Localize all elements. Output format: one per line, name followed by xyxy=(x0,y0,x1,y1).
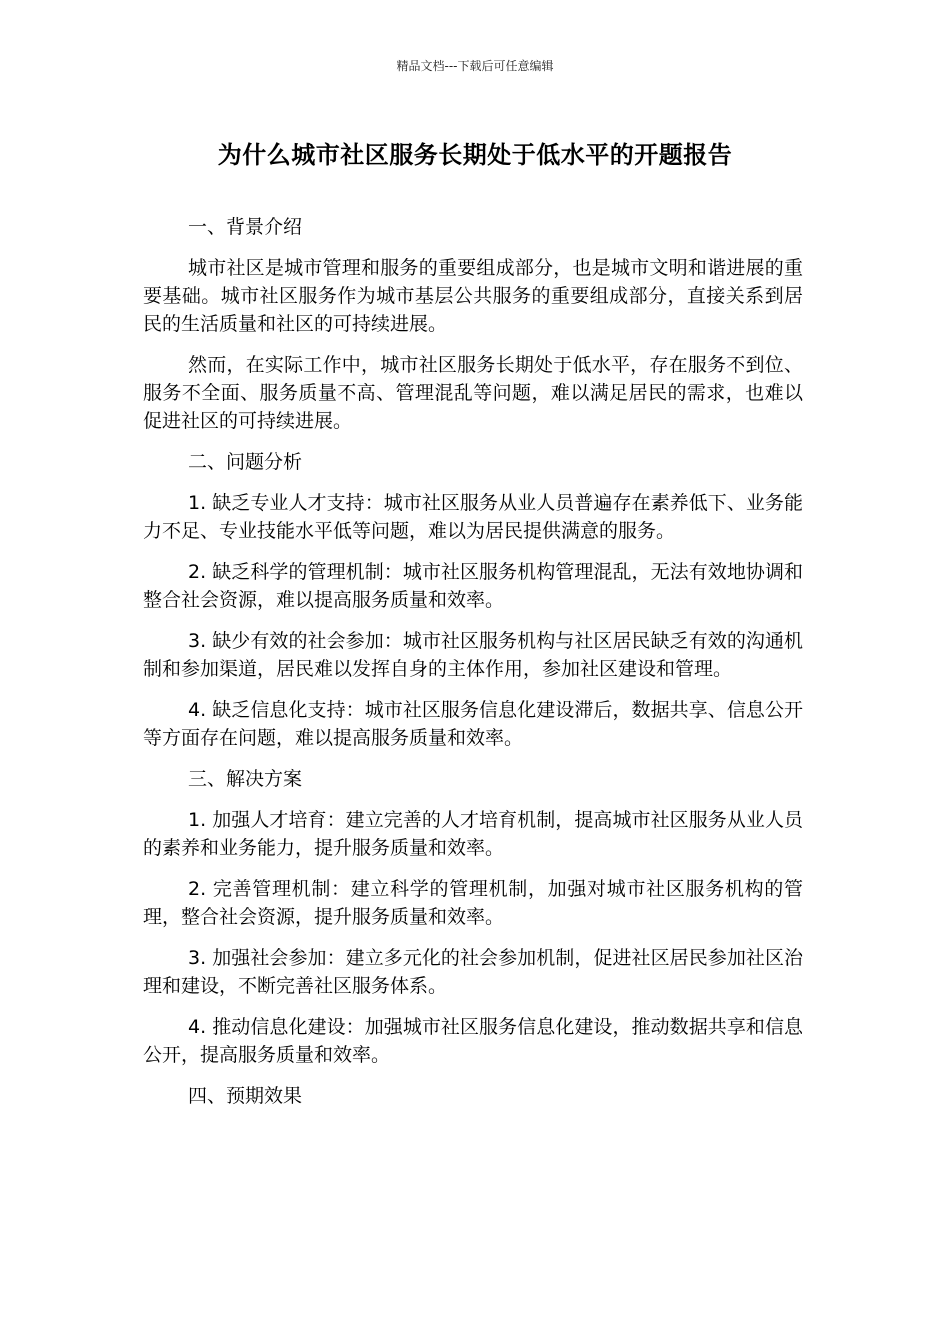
solution-item: 4. 推动信息化建设：加强城市社区服务信息化建设，推动数据共享和信息公开，提高服务质量和效率。 xyxy=(143,1016,803,1066)
section-heading-analysis: 二、问题分析 xyxy=(188,451,303,473)
paragraph-background-1: 城市社区是城市管理和服务的重要组成部分，也是城市文明和谐进展的重要基础。城市社区服务作为城市基层公共服务的重要组成部分，直接关系到居民的生活质量和社区的可持续进展。 xyxy=(143,257,803,335)
solution-item: 3. 加强社会参加：建立多元化的社会参加机制，促进社区居民参加社区治理和建设，不断完善社区服务体系。 xyxy=(143,947,803,997)
header-note: 精品文档---下载后可任意编辑 xyxy=(396,59,554,73)
section-heading-outcomes: 四、预期效果 xyxy=(188,1085,303,1107)
section-heading-background: 一、背景介绍 xyxy=(188,216,303,238)
document-body xyxy=(143,213,803,1123)
section-heading-solutions: 三、解决方案 xyxy=(188,768,303,790)
document-title: 为什么城市社区服务长期处于低水平的开题报告 xyxy=(217,141,733,169)
analysis-item: 2. 缺乏科学的管理机制：城市社区服务机构管理混乱，无法有效地协调和整合社会资源，难以提高服务质量和效率。 xyxy=(143,561,803,611)
paragraph-background-2: 然而，在实际工作中，城市社区服务长期处于低水平，存在服务不到位、服务不全面、服务质量不高、管理混乱等问题，难以满足居民的需求，也难以促进社区的可持续进展。 xyxy=(143,354,803,432)
solution-item: 2. 完善管理机制：建立科学的管理机制，加强对城市社区服务机构的管理，整合社会资源，提升服务质量和效率。 xyxy=(143,878,803,928)
solution-item: 1. 加强人才培育：建立完善的人才培育机制，提高城市社区服务从业人员的素养和业务能力，提升服务质量和效率。 xyxy=(143,809,803,859)
analysis-item: 4. 缺乏信息化支持：城市社区服务信息化建设滞后，数据共享、信息公开等方面存在问题，难以提高服务质量和效率。 xyxy=(143,699,803,749)
analysis-item: 1. 缺乏专业人才支持：城市社区服务从业人员普遍存在素养低下、业务能力不足、专业技能水平低等问题，难以为居民提供满意的服务。 xyxy=(143,492,803,542)
analysis-item: 3. 缺少有效的社会参加：城市社区服务机构与社区居民缺乏有效的沟通机制和参加渠道，居民难以发挥自身的主体作用，参加社区建设和管理。 xyxy=(143,630,803,680)
